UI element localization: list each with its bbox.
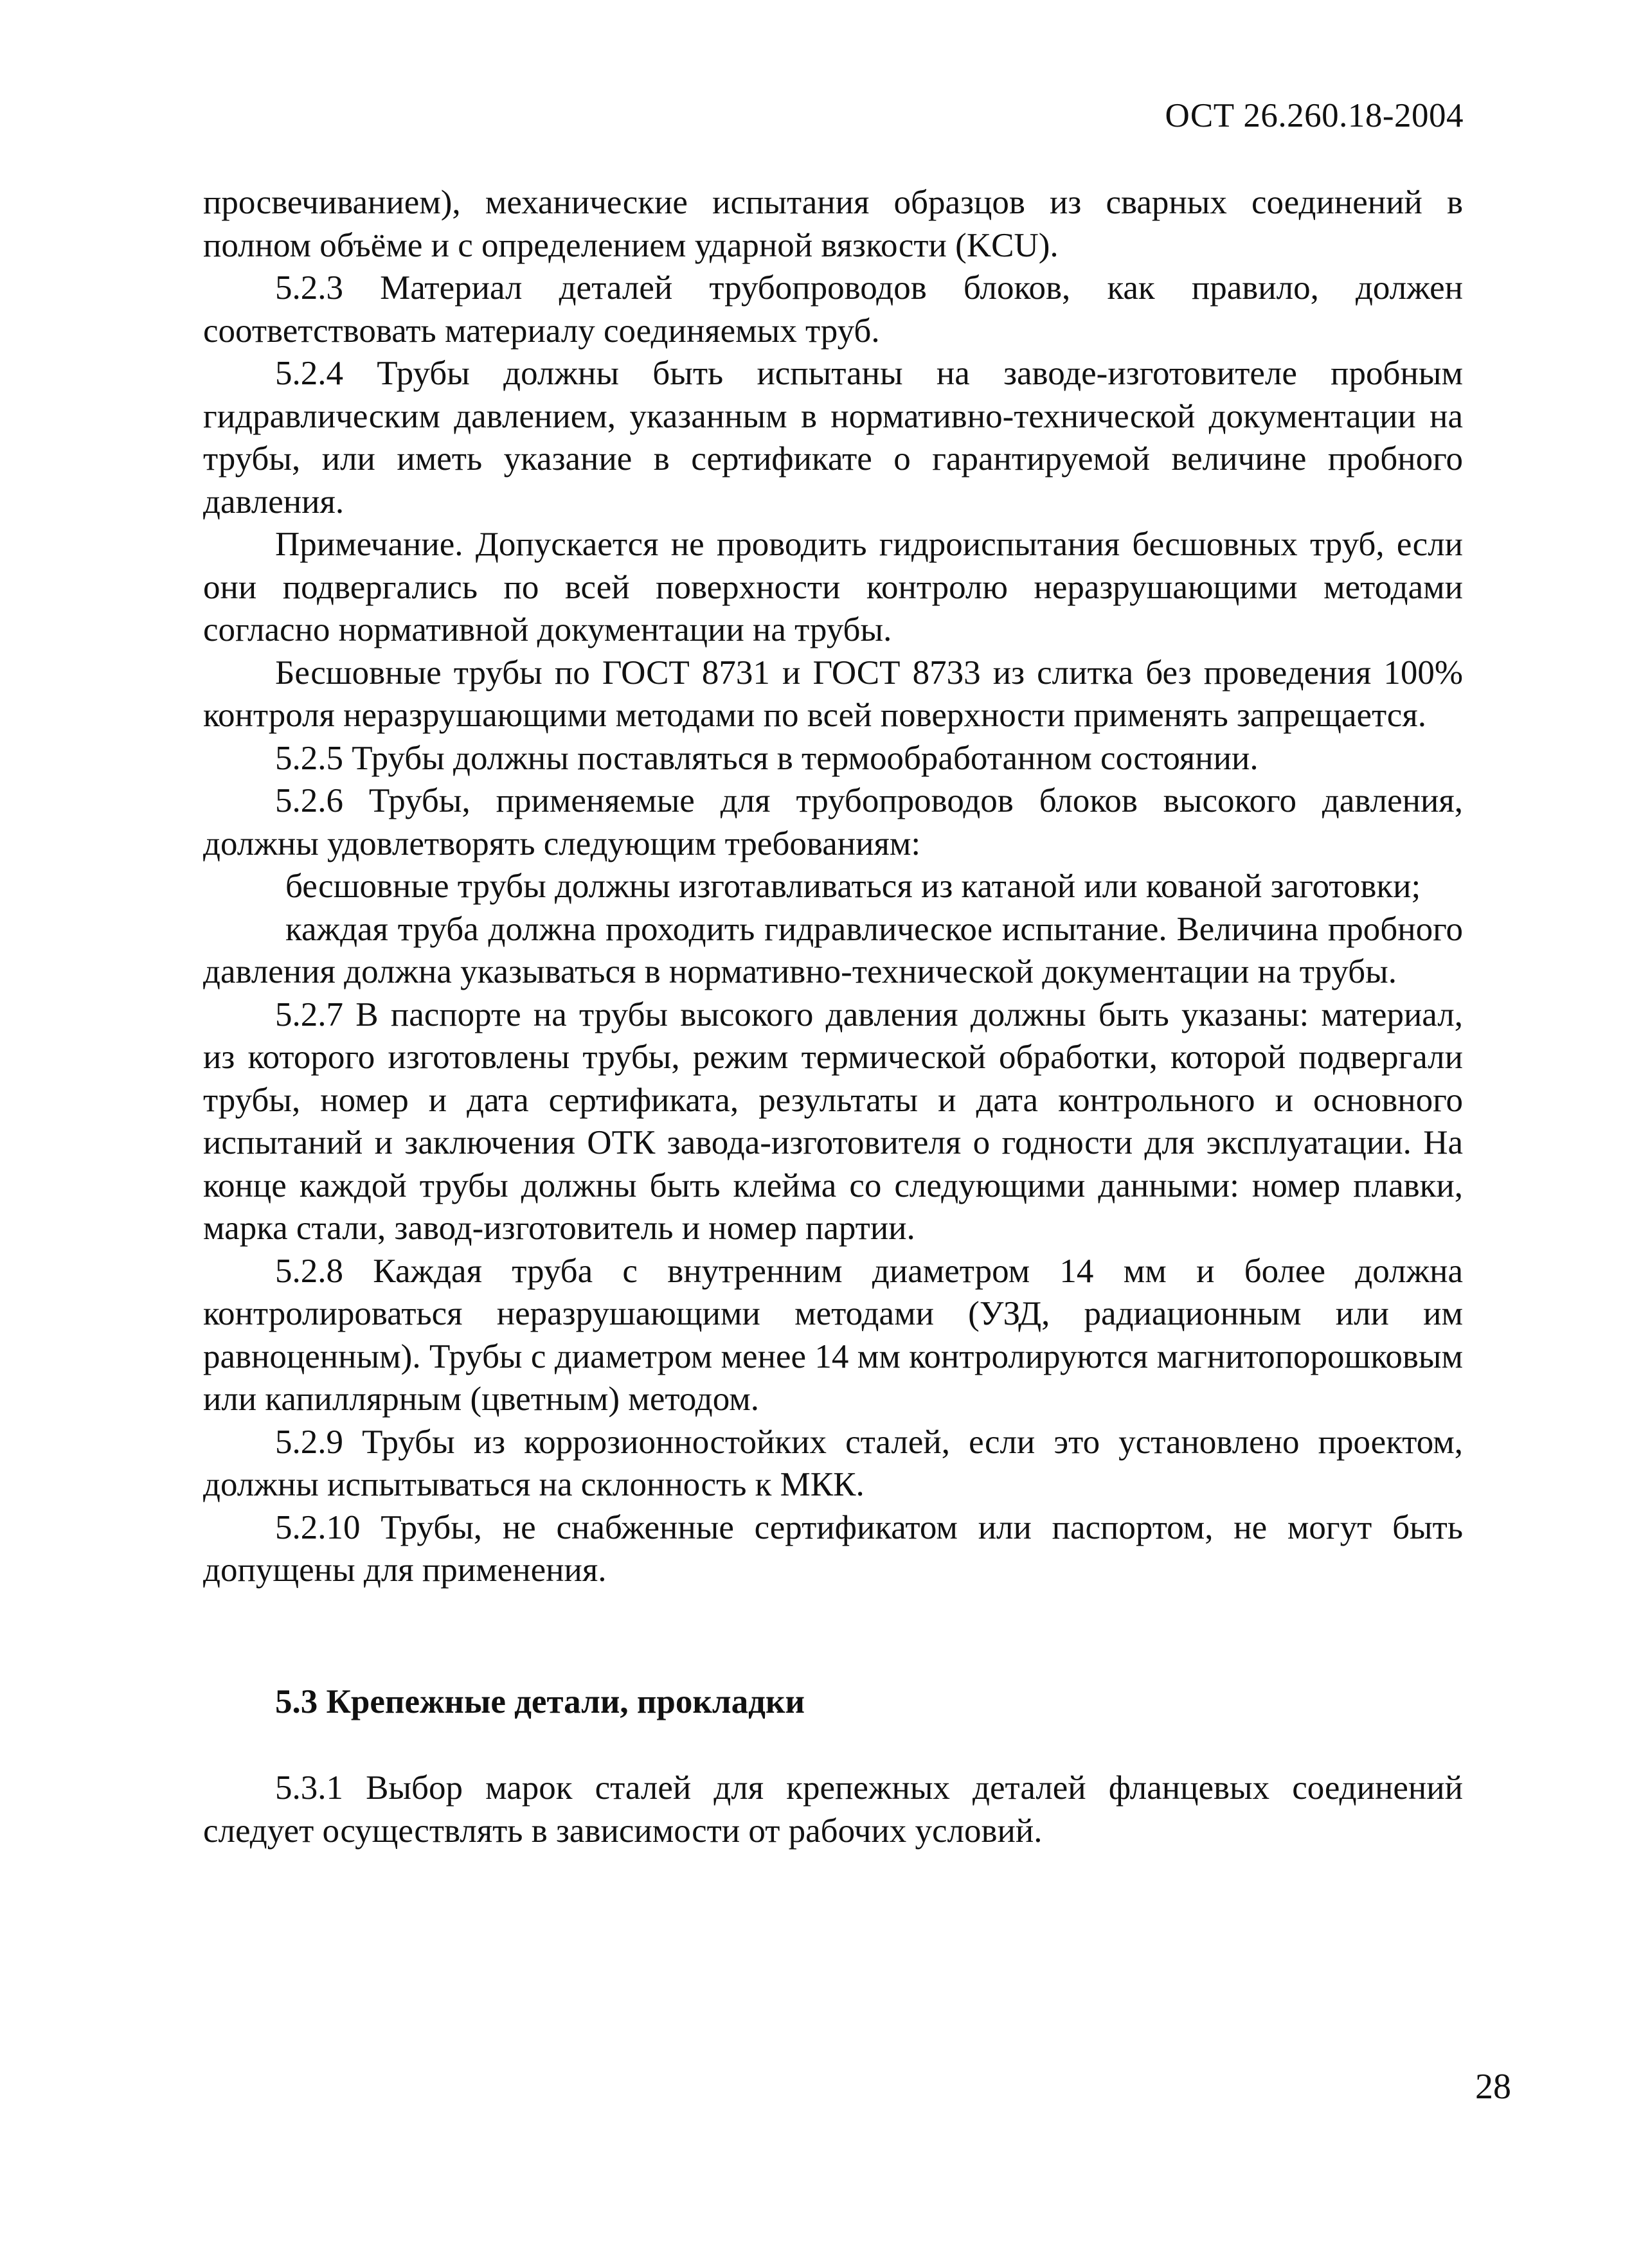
section-heading-5-3: 5.3 Крепежные детали, прокладки xyxy=(275,1683,805,1720)
paragraph-5-2-9: 5.2.9 Трубы из коррозионностойких сталей, если это установлено проектом, должны испытываться на склонность к МКК. xyxy=(203,1423,1463,1503)
paragraph-5-3-1: 5.3.1 Выбор марок сталей для крепежных деталей фланцевых соединений следует осуществлять в зависимости от рабочих условий. xyxy=(203,1769,1463,1850)
paragraph-note: Примечание. Допускается не проводить гидроиспытания бесшовных труб, если они подвергались по всей поверхности контролю неразрушающими методами согласно нормативной документации на трубы. xyxy=(203,526,1463,648)
document-body xyxy=(203,181,1463,1852)
page-header-code: ОСТ 26.260.18-2004 xyxy=(1165,97,1464,134)
page-number: 28 xyxy=(1475,2067,1511,2107)
paragraph-5-2-3: 5.2.3 Материал деталей трубопроводов блоков, как правило, должен соответствовать материалу соединяемых труб. xyxy=(203,269,1463,350)
paragraph-5-2-7: 5.2.7 В паспорте на трубы высокого давления должны быть указаны: материал, из которого изготовлены трубы, режим термической обработки, которой подвергали трубы, номер и дата сертификата, результаты и дата контрольного и основного испытаний и заключения ОТК завода-изготовителя о годности для эксплуатации. На конце каждой трубы должны быть клейма со следующими данными: номер плавки, марка стали, завод-изготовитель и номер партии. xyxy=(203,996,1463,1247)
paragraph-5-2-4: 5.2.4 Трубы должны быть испытаны на заводе-изготовителе пробным гидравлическим давлением, указанным в нормативно-технической документации на трубы, или иметь указание в сертификате о гарантируемой величине пробного давления. xyxy=(203,355,1463,521)
paragraph-requirement-1: бесшовные трубы должны изготавливаться из катаной или кованой заготовки; xyxy=(285,868,1421,905)
paragraph-continuation: просвечиванием), механические испытания образцов из сварных соединений в полном объёме и с определением ударной вязкости (KCU). xyxy=(203,184,1463,264)
paragraph-requirement-2: каждая труба должна проходить гидравлическое испытание. Величина пробного давления должна указываться в нормативно-технической документации на трубы. xyxy=(203,910,1463,990)
paragraph-seamless-pipes: Бесшовные трубы по ГОСТ 8731 и ГОСТ 8733 из слитка без проведения 100% контроля неразрушающими методами по всей поверхности применять запрещается. xyxy=(203,654,1463,734)
paragraph-5-2-5: 5.2.5 Трубы должны поставляться в термообработанном состоянии. xyxy=(275,739,1259,777)
paragraph-5-2-10: 5.2.10 Трубы, не снабженные сертификатом или паспортом, не могут быть допущены для применения. xyxy=(203,1508,1463,1589)
paragraph-5-2-6: 5.2.6 Трубы, применяемые для трубопроводов блоков высокого давления, должны удовлетворять следующим требованиям: xyxy=(203,782,1463,862)
paragraph-5-2-8: 5.2.8 Каждая труба с внутренним диаметром 14 мм и более должна контролироваться неразрушающими методами (УЗД, радиационным или им равноценным). Трубы с диаметром менее 14 мм контролируются магнитопорошковым или капиллярным (цветным) методом. xyxy=(203,1252,1463,1418)
